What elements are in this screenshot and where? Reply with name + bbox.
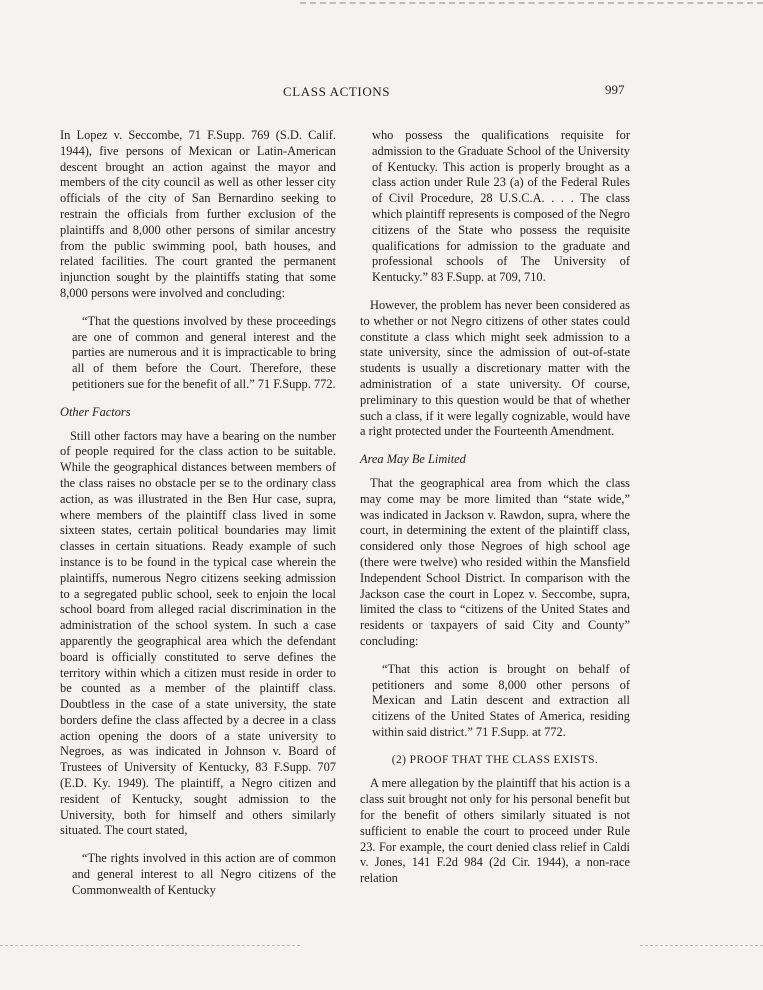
paragraph-lopez: In Lopez v. Seccombe, 71 F.Supp. 769 (S.D. Calif. 1944), five persons of Mexican or Latin-American descent brought an action against the mayor and members of the city council as well as other lesser city officials of the city of San Bernardino seeking to restrain the officials from further exclusion of the plaintiffs and 8,000 other persons of similar ancestry from the public swimming pool, bath houses, and related facilities. The court granted the permanent injunction sought by the plaintiffs stating that some 8,000 persons were involved and concluding: (60, 128, 336, 300)
quote-johnson-continued: who possess the qualifications requisite for admission to the Graduate School of the University of Kentucky. This action is properly brought as a class action under Rule 23 (a) of the Federal Rules of Civil Procedure, 28 U.S.C.A. . . . The class which plaintiff represents is composed of the Negro citizens of the State who possess the requisite qualifications for admission to the graduate and professional schools of The University of Kentucky.” 83 F.Supp. at 709, 710. (372, 128, 630, 285)
page-header (0, 84, 763, 104)
heading-proof-class-exists: (2) PROOF THAT THE CLASS EXISTS. (391, 753, 599, 766)
quote-lopez-district: “That this action is brought on behalf of petitioners and some 8,000 other persons of Mexican and Latin descent and extraction all citizens of the United States of America, residing within said district.” 71 F.Supp. at 772. (372, 661, 630, 739)
paragraph-area-limited: That the geographical area from which the class may come may be more limited than “state wide,” was indicated in Jackson v. Rawdon, supra, where the court, in determining the extent of the plaintiff class, considered only those Negroes of high school age (there were twelve) who resided within the Mansfield Independent School District. In comparison with the Jackson case the court in Lopez v. Seccombe, supra, limited the class to “citizens of the United States and residents or taxpayers of said City and County” concluding: (360, 475, 630, 648)
heading-other-factors: Other Factors (60, 404, 131, 419)
paragraph-proof: A mere allegation by the plaintiff that his action is a class suit brought not only for his personal benefit but for the benefit of others similarly situated is not sufficient to enable the court to proceed under Rule 23. For example, the court denied class relief in Caldi v. Jones, 141 F.2d 984 (2d Cir. 1944), a non-race relation (360, 776, 630, 886)
paragraph-out-of-state: However, the problem has never been considered as to whether or not Negro citizens of other states could constitute a class which might seek admission to a state university, since the admission of out-of-state students is usually a discretionary matter with the administration of a state university. Of course, preliminary to this question would be that of whether such a class, if it were legally cognizable, would have a right protected under the Fourteenth Amendment. (360, 297, 630, 439)
scan-bottom-line-left (0, 945, 300, 946)
page-number: 997 (605, 82, 625, 97)
scan-edge-line (300, 2, 763, 4)
quote-johnson: “The rights involved in this action are of common and general interest to all Negro citizens of the Commonwealth of Kentucky (72, 851, 336, 897)
scan-bottom-line-right (640, 945, 763, 946)
heading-area-limited: Area May Be Limited (360, 452, 466, 467)
running-title: CLASS ACTIONS (283, 84, 391, 99)
right-column (360, 128, 630, 899)
quote-lopez: “That the questions involved by these proceedings are one of common and general interest and the parties are numerous and it is impracticable to bring all of them before the Court. Therefore, these petitioners sue for the benefit of all.” 71 F.Supp. 772. (72, 313, 336, 391)
paragraph-other-factors: Still other factors may have a bearing on the number of people required for the class action to be suitable. While the geographical distances between members of the class raises no obstacle per se to the ordinary class action, as was illustrated in the Ben Hur case, supra, where members of the plaintiff class lived in some sixteen states, certain political boundaries may limit classes in certain situations. Ready example of such instance is to be found in the typical case wherein the plaintiffs, numerous Negro citizens seeking admission to a segregated public school, seek to enjoin the local school board from alleged racial discrimination in the administration of the school system. In such a case apparently the geographical area which the defendant board is officially constituted to serve defines the territory within which a citizen must reside in order to be counted as a member of the plaintiff class. Doubtless in the case of a state university, the state borders define the class affected by a decree in a class action opening the doors of a state university to Negroes, as was indicated in Johnson v. Board of Trustees of University of Kentucky, 83 F.Supp. 707 (E.D. Ky. 1949). The plaintiff, a Negro citizen and resident of Kentucky, sought admission to the University, both for himself and others similarly situated. The court stated, (60, 428, 336, 838)
left-column (60, 128, 336, 911)
